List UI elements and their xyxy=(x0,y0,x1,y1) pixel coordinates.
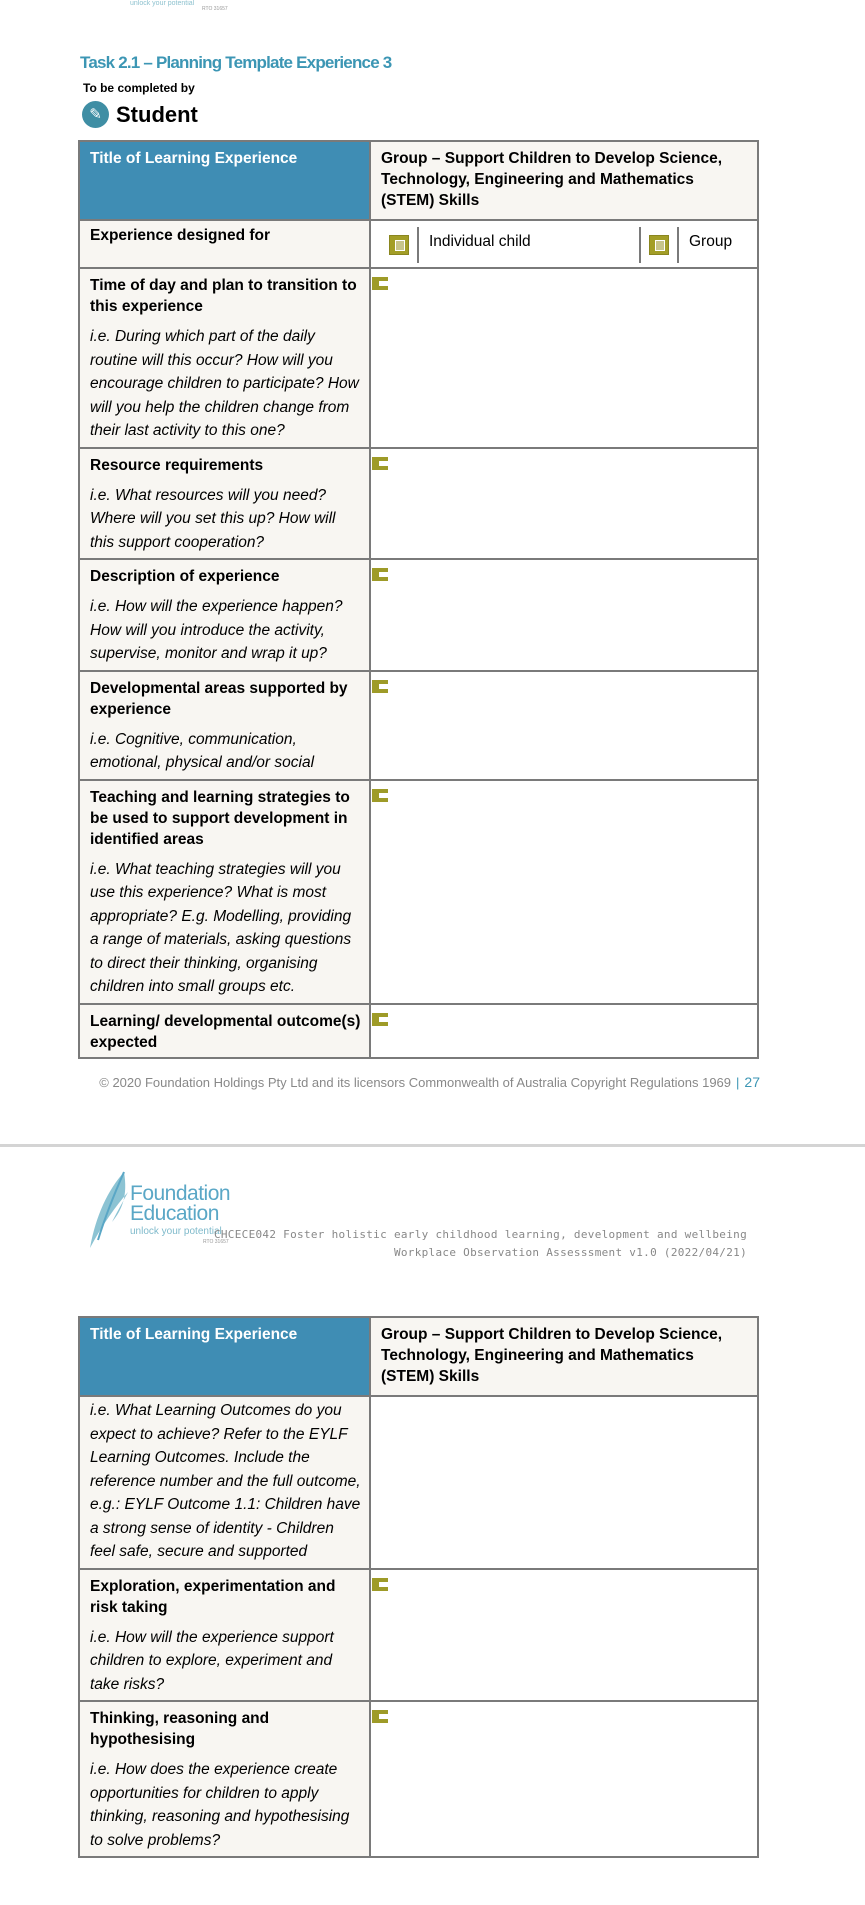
table-row xyxy=(79,1004,758,1058)
row-question: Learning/ developmental outcome(s) expected xyxy=(90,1012,361,1051)
page-footer xyxy=(0,1074,760,1090)
row-hint: i.e. How does the experience create opportunities for children to apply thinking, reasoning and hypothesising to solve problems? xyxy=(90,1761,350,1849)
table-row xyxy=(79,448,758,560)
form-field-marker-icon xyxy=(372,789,388,802)
feather-logo-icon xyxy=(88,1170,130,1250)
row-question: Teaching and learning strategies to be used to support development in identified areas xyxy=(90,788,350,848)
assessment-version: Workplace Observation Assesssment v1.0 (2022/04/21) xyxy=(393,1246,747,1259)
row-hint: i.e. How will the experience happen? How will you introduce the activity, supervise, monitor and wrap it up? xyxy=(90,598,343,662)
form-field-marker-icon xyxy=(372,1013,388,1026)
logo-line2: Education xyxy=(130,1202,219,1225)
title-label: Title of Learning Experience xyxy=(79,1317,370,1396)
form-field-marker-icon xyxy=(372,568,388,581)
table-row-title xyxy=(79,141,758,220)
individual-child-label: Individual child xyxy=(419,227,641,263)
row-hint: i.e. How will the experience support children to explore, experiment and take risks? xyxy=(90,1628,334,1693)
completed-by-role: Student xyxy=(116,102,198,127)
table-row xyxy=(79,559,758,671)
table-row xyxy=(79,268,758,448)
logo-tagline: unlock your potential xyxy=(130,1226,222,1237)
response-field-outcomes[interactable] xyxy=(370,1004,758,1058)
row-hint: i.e. What resources will you need? Where will you set this up? How will this support cooperation? xyxy=(90,486,336,551)
response-field-outcomes-continued[interactable] xyxy=(370,1396,758,1569)
table-row xyxy=(79,1569,758,1702)
pencil-icon: ✎ xyxy=(82,101,109,128)
footer-separator: | xyxy=(736,1075,740,1090)
logo-line1: Foundation xyxy=(130,1182,231,1205)
page-break-divider xyxy=(0,1144,865,1147)
task-title: Task 2.1 – Planning Template Experience 3 xyxy=(80,53,392,72)
table-row-title xyxy=(79,1317,758,1396)
form-field-marker-icon xyxy=(372,457,388,470)
completed-by-label: To be completed by xyxy=(83,81,195,95)
table-row xyxy=(79,671,758,780)
title-value: Group – Support Children to Develop Science, Technology, Engineering and Mathematics (STEM) Skills xyxy=(370,141,758,220)
page-number: 27 xyxy=(744,1074,760,1090)
planning-template-table xyxy=(78,140,759,1059)
row-question: Description of experience xyxy=(90,568,280,585)
top-logo-rto: RTO 31657 xyxy=(202,6,228,12)
response-field-thinking[interactable] xyxy=(370,1701,758,1857)
form-field-marker-icon xyxy=(372,1710,388,1723)
response-field-resources[interactable] xyxy=(370,448,758,560)
row-hint: i.e. What Learning Outcomes do you expect to achieve? Refer to the EYLF Learning Outcomes. Include the reference number and the full outcome, e.g.: EYLF Outcome 1.1: Children have a strong sense of identity - Children feel safe, secure and supported xyxy=(90,1402,361,1560)
footer-copyright: © 2020 Foundation Holdings Pty Ltd and its licensors Commonwealth of Australia Copyright Regulations 1969 xyxy=(99,1075,732,1090)
table-row-designed-for xyxy=(79,220,758,268)
top-logo-fragment xyxy=(130,0,228,12)
table-row xyxy=(79,1701,758,1857)
row-question: Developmental areas supported by experience xyxy=(90,679,348,718)
response-field-description[interactable] xyxy=(370,559,758,671)
title-value: Group – Support Children to Develop Science, Technology, Engineering and Mathematics (STEM) Skills xyxy=(370,1317,758,1396)
group-label: Group xyxy=(689,233,733,250)
title-label: Title of Learning Experience xyxy=(79,141,370,220)
logo-rto: RTO 31657 xyxy=(203,1239,229,1245)
document-page-28 xyxy=(0,1150,865,1905)
table-row xyxy=(79,780,758,1004)
row-question: Exploration, experimentation and risk taking xyxy=(90,1577,336,1616)
response-field-developmental-areas[interactable] xyxy=(370,671,758,780)
top-logo-tagline: unlock your potential xyxy=(130,0,195,7)
planning-template-table-continued xyxy=(78,1316,759,1858)
form-field-marker-icon xyxy=(372,1578,388,1591)
row-hint: i.e. Cognitive, communication, emotional, physical and/or social xyxy=(90,730,315,771)
table-row xyxy=(79,1396,758,1569)
row-question: Thinking, reasoning and hypothesising xyxy=(90,1710,270,1748)
row-question: Resource requirements xyxy=(90,456,264,474)
response-field-strategies[interactable] xyxy=(370,780,758,1004)
response-field-transition[interactable] xyxy=(370,268,758,448)
document-header xyxy=(214,1226,747,1262)
row-hint: i.e. During which part of the daily routine will this occur? How will you encourage children to participate? How will you help the children change from their last activity to this one? xyxy=(90,328,359,439)
unit-title: CHCECE042 Foster holistic early childhood learning, development and wellbeing xyxy=(213,1228,747,1241)
response-field-exploration[interactable] xyxy=(370,1569,758,1702)
row-question: Time of day and plan to transition to this experience xyxy=(90,277,357,315)
form-field-marker-icon xyxy=(372,277,388,290)
individual-child-checkbox[interactable] xyxy=(389,235,409,255)
row-hint: i.e. What teaching strategies will you use this experience? What is most appropriate? E.g. Modelling, providing a range of materials, asking questions to direct their thinking, organising children into small groups etc. xyxy=(90,860,352,995)
designed-for-label: Experience designed for xyxy=(90,227,271,244)
form-field-marker-icon xyxy=(372,680,388,693)
group-checkbox[interactable] xyxy=(649,235,669,255)
